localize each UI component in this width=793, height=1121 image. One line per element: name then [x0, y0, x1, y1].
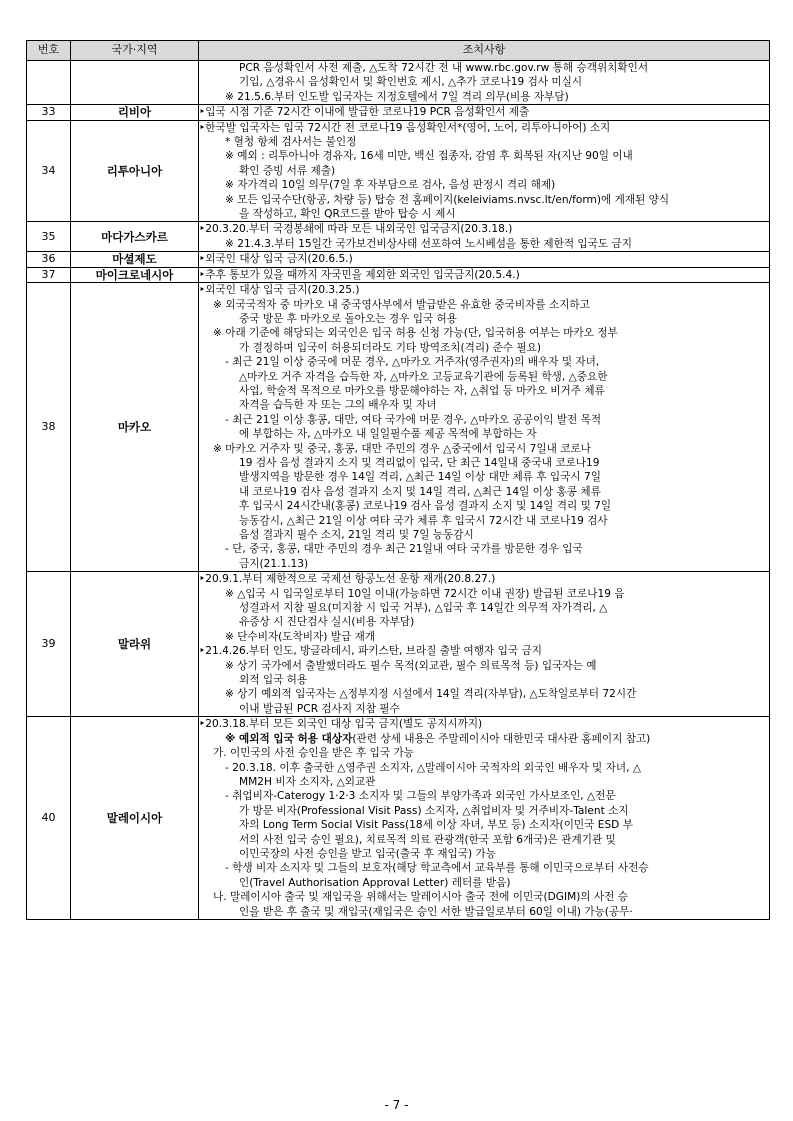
measure-line: ※ 예외 : 리투아니아 경유자, 16세 미만, 백신 접종자, 감염 후 회복된 자(지난 90일 이내 [225, 150, 633, 163]
measure-line: ※ 모든 입국수단(항공, 차량 등) 탑승 전 홈페이지(keleiviams.nvsc.lt/en/form)에 게재된 양식 [225, 193, 670, 206]
measure-line: 내 코로나19 검사 음성 결과지 소지 및 14일 격리, △최근 14일 이상 홍콩 체류 [239, 485, 601, 498]
table-row [27, 283, 770, 572]
measure-line: 을 작성하고, 확인 QR코드를 받아 탑승 시 제시 [239, 208, 456, 221]
country-name: 마다가스카르 [71, 222, 199, 252]
measure-line: 자의 Long Term Social Visit Pass(18세 이상 자녀, 부모 등) 소지자(이민국 ESD 부 [239, 819, 633, 832]
measure-line: ‣추후 통보가 있을 때까지 자국민을 제외한 외국인 입국금지(20.5.4.) [199, 268, 520, 281]
measure-line: 발생지역을 방문한 경우 14일 격리, △최근 14일 이상 대만 체류 후 입국시 7일 [239, 471, 601, 484]
header-num: 번호 [27, 41, 71, 61]
measure-line: 가 결정하며 입국이 허용되더라도 기타 방역조치(격리) 준수 필요) [239, 341, 542, 354]
measure-line: 이내 발급된 PCR 검사지 지참 필수 [239, 702, 400, 715]
measures-cell [199, 105, 770, 120]
row-number: 35 [27, 222, 71, 252]
row-number: 38 [27, 283, 71, 572]
measure-line: 성결과서 지참 필요(미지참 시 입국 거부), △입국 후 14일간 의무적 자가격리, △ [239, 602, 608, 615]
country-name: 리투아니아 [71, 120, 199, 222]
measure-line: - 학생 비자 소지자 및 그들의 보호자(해당 학교측에서 교육부를 통해 이민국으로부터 사전승 [225, 862, 649, 875]
row-number: 33 [27, 105, 71, 120]
measure-line: 가 방문 비자(Professional Visit Pass) 소지자, △취업비자 및 거주비자-Talent 소지 [239, 804, 629, 817]
measure-line: - 단, 중국, 홍콩, 대만 주민의 경우 최근 21일내 여타 국가를 방문한 경우 입국 [225, 543, 583, 556]
table-row [27, 61, 770, 105]
measure-line: - 취업비자-Caterogy 1·2·3 소지자 및 그들의 부양가족과 외국인 가사보조인, △전문 [225, 790, 616, 803]
measure-line: 나. 말레이시아 출국 및 재입국을 위해서는 말레이시아 출국 전에 이민국(DGIM)의 사전 승 [213, 891, 629, 904]
measure-line: ‣한국발 입국자는 입국 72시간 전 코로나19 음성확인서*(영어, 노어, 리투아니아어) 소지 [199, 121, 611, 134]
measure-line: ※ 21.4.3.부터 15일간 국가보건비상사태 선포하여 노시베섬을 통한 제한적 입국도 금지 [225, 237, 632, 250]
measure-line: 이민국장의 사전 승인을 받고 입국(출국 후 재입국) 가능 [239, 847, 496, 860]
measure-line: ※ 마카오 거주자 및 중국, 홍콩, 대만 주민의 경우 △중국에서 입국시 7일내 코로나 [213, 442, 591, 455]
measure-line: PCR 음성확인서 사전 제출, △도착 72시간 전 내 www.rbc.gov.rw 통해 승객위치확인서 [239, 62, 649, 74]
measure-line: ※ 21.5.6.부터 인도발 입국자는 지정호텔에서 7일 격리 의무(비용 자부담) [225, 90, 569, 103]
table-row [27, 120, 770, 222]
measure-line: 기입, △경유시 음성확인서 및 확인번호 제시, △추가 코로나19 검사 미실시 [239, 76, 583, 89]
measure-line: ※ △입국 시 입국일로부터 10일 이내(가능하면 72시간 이내 권장) 발급된 코로나19 음 [225, 587, 625, 600]
measure-line: 후 입국시 24시간내(홍콩) 코로나19 검사 음성 결과지 소지 및 14일 격리 및 7일 [239, 500, 612, 513]
table-row [27, 252, 770, 267]
country-name: 마이크로네시아 [71, 267, 199, 282]
table-row [27, 717, 770, 920]
measure-line: 인을 받은 후 출국 및 재입국(재입국은 승인 서한 발급일로부터 60일 이내) 가능(공무· [239, 905, 633, 918]
table-row [27, 222, 770, 252]
measure-line: ※ 상기 예외적 입국자는 △정부지정 시설에서 14일 격리(자부담), △도착일로부터 72시간 [225, 688, 637, 701]
measure-line: - 20.3.18. 이후 출국한 △영주권 소지자, △말레이시아 국적자의 외국인 배우자 및 자녀, △ [225, 761, 641, 774]
measure-line: ‣입국 시점 기준 72시간 이내에 발급한 코로나19 PCR 음성확인서 제출 [199, 106, 530, 119]
measure-line: 확인 증빙 서류 제출) [239, 164, 336, 177]
measure-line: - 최근 21일 이상 중국에 머문 경우, △마카오 거주자(영주권자)의 배우자 및 자녀, [225, 356, 600, 369]
measure-line: * 혈청 항체 검사서는 불인정 [225, 136, 357, 149]
measure-line: 서의 사전 입국 승인 필요), 치료목적 의료 관광객(한국 포함 6개국)은 관계기관 및 [239, 833, 616, 846]
measure-line: ※ 예외적 입국 허용 대상자(관련 상세 내용은 주말레이시아 대한민국 대사관 홈페이지 참고) [225, 732, 651, 745]
measure-line: 유증상 시 진단검사 실시(비용 자부담) [239, 616, 415, 629]
row-number: 36 [27, 252, 71, 267]
country-name: 마카오 [71, 283, 199, 572]
measures-cell [199, 717, 770, 920]
measures-cell [199, 572, 770, 717]
measures-cell [199, 61, 770, 105]
measure-line: - 최근 21일 이상 홍콩, 대만, 여타 국가에 머문 경우, △마카오 공공이익 발전 목적 [225, 413, 602, 426]
measure-line: ‣20.3.20.부터 국경봉쇄에 따라 모든 내외국인 입국금지(20.3.18.) [199, 223, 513, 236]
measures-cell [199, 120, 770, 222]
table-row [27, 105, 770, 120]
measures-table [26, 40, 770, 920]
measure-line: 에 부합하는 자, △마카오 내 일일필수품 제공 목적에 부합하는 자 [239, 428, 537, 441]
row-number: 37 [27, 267, 71, 282]
header-measures: 조치사항 [199, 41, 770, 61]
measure-line: ※ 단수비자(도착비자) 발급 재개 [225, 630, 376, 643]
country-name: 말레이시아 [71, 717, 199, 920]
measure-line: ※ 외국국적자 중 마카오 내 중국영사부에서 발급받은 유효한 중국비자를 소지하고 [213, 298, 590, 311]
measures-cell [199, 222, 770, 252]
table-header-row [27, 41, 770, 61]
measure-line: △마카오 거주 자격을 습득한 자, △마카오 고등교육기관에 등록된 학생, △중요한 [239, 370, 608, 383]
row-number: 39 [27, 572, 71, 717]
measure-line: MM2H 비자 소지자, △외교관 [239, 775, 376, 788]
measure-line: 가. 이민국의 사전 승인을 받은 후 입국 가능 [213, 747, 414, 760]
page-number: - 7 - [384, 1098, 409, 1112]
row-number [27, 61, 71, 105]
table-row [27, 267, 770, 282]
measure-line: ‣외국인 대상 입국 금지(20.3.25.) [199, 284, 360, 297]
measure-line: ‣20.3.18.부터 모든 외국인 대상 입국 금지(별도 공지시까지) [199, 718, 483, 731]
measure-line: 자격을 습득한 자 또는 그의 배우자 및 자녀 [239, 399, 437, 412]
table-body [27, 61, 770, 920]
row-number: 40 [27, 717, 71, 920]
country-name: 리비아 [71, 105, 199, 120]
table-row [27, 572, 770, 717]
country-name: 말라위 [71, 572, 199, 717]
measure-line: 금지(21.1.13) [239, 557, 309, 570]
measure-line: ※ 상기 국가에서 출발했더라도 필수 목적(외교관, 필수 의료목적 등) 입국자는 예 [225, 659, 597, 672]
measure-line: ‣외국인 대상 입국 금지(20.6.5.) [199, 253, 353, 266]
measure-line: 사업, 학술적 목적으로 마카오를 방문해야하는 자, △취업 등 마카오 비거주 체류 [239, 384, 605, 397]
measure-line: ※ 아래 기준에 해당되는 외국인은 입국 허용 신청 가능(단, 입국허용 여부는 마카오 정부 [213, 327, 618, 340]
measure-line: ※ 자가격리 10일 의무(7일 후 자부담으로 검사, 음성 판정시 격리 해제) [225, 179, 556, 192]
measure-line: ‣20.9.1.부터 제한적으로 국제선 항공노선 운항 재개(20.8.27.) [199, 573, 496, 586]
row-number: 34 [27, 120, 71, 222]
measures-cell [199, 267, 770, 282]
measure-line: 음성 결과지 필수 소지, 21일 격리 및 7일 능동감시 [239, 529, 474, 541]
measures-cell [199, 252, 770, 267]
measure-line: 19 검사 음성 결과지 소지 및 격리없이 입국, 단 최근 14일내 중국내 코로나19 [239, 456, 600, 469]
measure-line: 외적 입국 허용 [239, 674, 308, 687]
country-name [71, 61, 199, 105]
measures-cell [199, 283, 770, 572]
header-country: 국가·지역 [71, 41, 199, 61]
measure-line: ‣21.4.26.부터 인도, 방글라데시, 파키스탄, 브라질 출발 여행자 입국 금지 [199, 645, 542, 658]
measure-line: 능동감시, △최근 21일 이상 여타 국가 체류 후 입국시 72시간 내 코로나19 검사 [239, 514, 608, 527]
measure-line: 인(Travel Authorisation Approval Letter) 레터를 받음) [239, 876, 511, 889]
measure-line: 중국 방문 후 마카오로 돌아오는 경우 입국 허용 [239, 312, 458, 325]
country-name: 마셜제도 [71, 252, 199, 267]
